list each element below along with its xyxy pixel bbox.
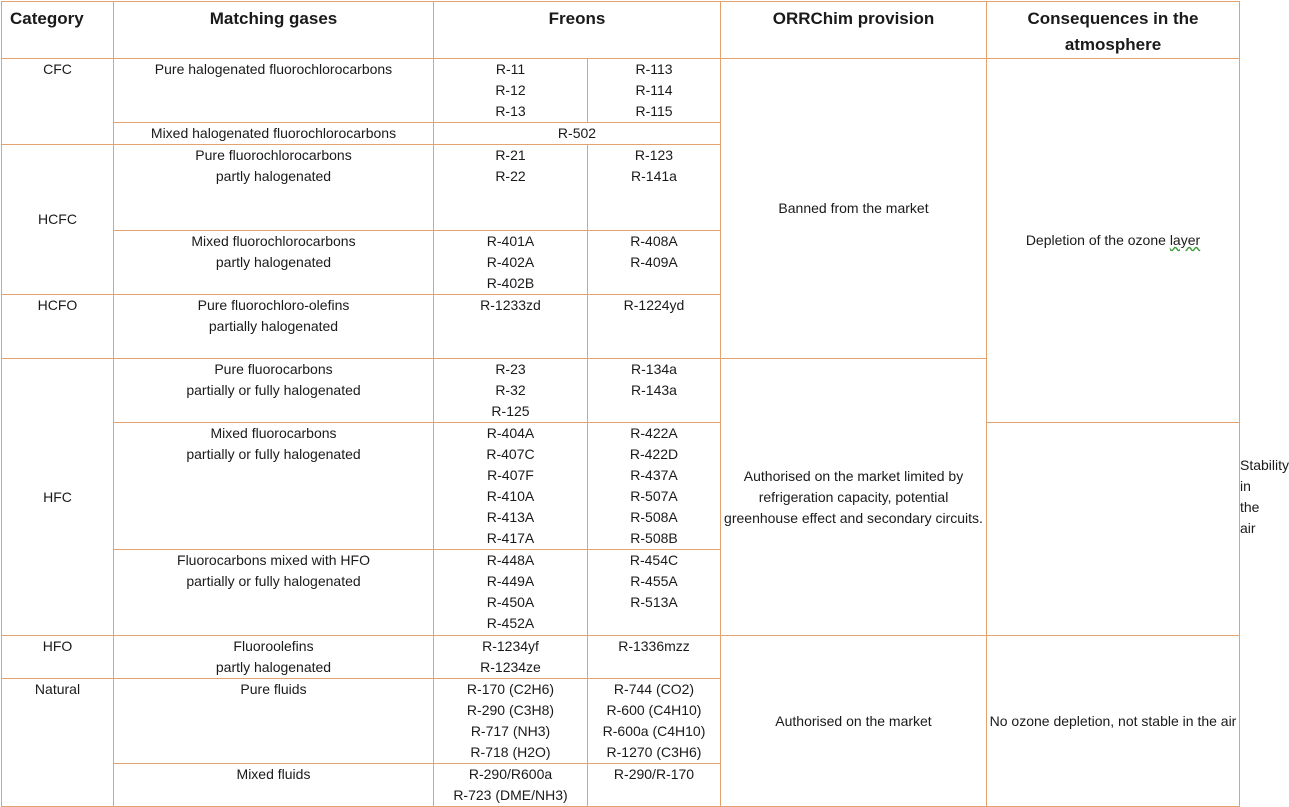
cell-line: R-11 [495, 61, 526, 77]
cell-line: Pure fluorochloro-olefins [197, 297, 350, 313]
cell-line: R-455A [630, 573, 678, 589]
freons-hcfc-mixed-col1 [434, 231, 588, 295]
freons-hfc-mixed-col2 [588, 423, 721, 550]
cell-line: R-401A [486, 233, 535, 249]
cell-line: R-513A [630, 594, 678, 610]
freons-hcfc-mixed-col2 [588, 231, 721, 295]
freons-cfc-pure-col1 [434, 59, 588, 123]
cell-line: R-744 (CO2) [613, 681, 695, 697]
gas-hfc-pure [114, 359, 434, 423]
cell-line: R-409A [630, 254, 678, 270]
cell-line: R-134a [631, 361, 677, 377]
cell-line: R-113 [635, 61, 673, 77]
cell-line: R-143a [631, 382, 677, 398]
cell-line: R-402B [486, 275, 535, 291]
cell-line: R-600 (C4H10) [606, 702, 702, 718]
freons-hfc-hfo-mix-col2 [588, 550, 721, 636]
gas-hcfo [114, 295, 434, 359]
cell-line: R-290 (C3H8) [466, 702, 555, 718]
header-freons: Freons [434, 2, 721, 59]
cell-line: R-402A [486, 254, 535, 270]
header-category: Category [2, 2, 114, 59]
cell-line: partially halogenated [208, 318, 339, 334]
table-row [2, 636, 1240, 679]
gas-hcfc-mixed [114, 231, 434, 295]
cell-line: Mixed fluorocarbons [210, 425, 337, 441]
cell-line: R-717 (NH3) [470, 723, 551, 739]
header-row [2, 2, 1240, 59]
cell-line: R-1233zd [480, 297, 541, 313]
cell-line: R-125 [491, 403, 530, 419]
freons-hcfo-col2 [588, 295, 721, 359]
cell-line: partly halogenated [215, 659, 332, 675]
cell-line: R-1336mzz [618, 638, 690, 654]
cell-line: R-12 [495, 82, 526, 98]
category-natural: Natural [2, 679, 114, 807]
freons-hfo-col1 [434, 636, 588, 679]
cell-line: partially or fully halogenated [186, 382, 361, 398]
freons-cfc-mixed: R-502 [434, 123, 721, 145]
cell-line: R-407F [487, 467, 534, 483]
header-consequences: Consequences in the atmosphere [987, 2, 1240, 59]
freons-hfo-col2 [588, 636, 721, 679]
freons-hfc-pure-col2 [588, 359, 721, 423]
provision-hfc: Authorised on the market limited by refrigeration capacity, potential greenhouse effect and secondary circuits. [721, 359, 987, 636]
cell-line: Pure fluorocarbons [214, 361, 333, 377]
freons-natural-mixed-col1 [434, 764, 588, 807]
freons-cfc-pure-col2 [588, 59, 721, 123]
cell-line: partially or fully halogenated [186, 573, 361, 589]
cell-line: partly halogenated [215, 254, 332, 270]
freon-table [1, 1, 1289, 807]
cell-line: R-123 [634, 147, 674, 163]
provision-banned [721, 59, 987, 359]
freons-natural-mixed-col2 [588, 764, 721, 807]
cell-line: R-413A [486, 509, 535, 525]
freons-hfc-pure-col1 [434, 359, 588, 423]
table-row [2, 423, 1240, 550]
cell-line: R-449A [486, 573, 535, 589]
cell-line: R-114 [635, 82, 673, 98]
cell-line: R-410A [486, 488, 535, 504]
cell-line: R-422A [630, 425, 678, 441]
cell-line: R-21 [495, 147, 526, 163]
cell-line: R-508A [630, 509, 678, 525]
gas-hfo [114, 636, 434, 679]
cell-line: partly halogenated [215, 168, 332, 184]
category-hcfc: HCFC [2, 145, 114, 295]
cell-line: R-448A [486, 552, 535, 568]
cell-line: Fluoroolefins [233, 638, 314, 654]
cell-line: R-115 [635, 103, 673, 119]
cell-line: R-718 (H2O) [470, 744, 551, 760]
cell-line: R-1224yd [623, 297, 685, 313]
cell-line: Pure fluorochlorocarbons [195, 147, 352, 163]
consequence-ozone-underlined: layer [1169, 232, 1201, 248]
table-row [2, 59, 1240, 123]
cell-line: R-404A [486, 425, 535, 441]
cell-line: R-422D [629, 446, 679, 462]
category-hfo: HFO [2, 636, 114, 679]
freons-hfc-hfo-mix-col1 [434, 550, 588, 636]
freons-natural-pure-col1 [434, 679, 588, 764]
provision-authorised: Authorised on the market [721, 636, 987, 807]
gas-hfc-hfo-mix [114, 550, 434, 636]
freons-hcfc-pure-col2 [588, 145, 721, 231]
table-row [2, 550, 1240, 636]
cell-line: R-13 [495, 103, 526, 119]
table-row: HFC Pure fluorocarbons partially or fully halogenated R-23 R-32 R-125 R-134a R-143a Authorised on the market limited by refrigeration capacity, potential greenhouse effect and secondary circuits. Stability in the air [2, 359, 1240, 423]
freons-natural-pure-col2 [588, 679, 721, 764]
header-matching-gases: Matching gases [114, 2, 434, 59]
cell-line: R-723 (DME/NH3) [453, 787, 568, 803]
cell-line: Fluorocarbons mixed with HFO [177, 552, 370, 568]
consequence-ozone-text: Depletion of the ozone [1025, 232, 1170, 248]
cell-line: R-408A [630, 233, 678, 249]
cell-line: R-437A [630, 467, 678, 483]
cell-line: R-600a (C4H10) [602, 723, 706, 739]
cell-line: R-407C [486, 446, 535, 462]
cell-line: R-508B [630, 530, 678, 546]
consequence-ozone [987, 59, 1240, 423]
cell-line: R-22 [495, 168, 526, 184]
cell-line: R-1234ze [480, 659, 541, 675]
category-cfc: CFC [2, 59, 114, 145]
gas-hfc-mixed [114, 423, 434, 550]
gas-hcfc-pure [114, 145, 434, 231]
cell-line: R-454C [629, 552, 679, 568]
cell-line: R-1234yf [482, 638, 539, 654]
cell-line: partially or fully halogenated [186, 446, 361, 462]
provision-banned-text: Banned from the market [778, 200, 929, 216]
cell-line: R-141a [631, 168, 677, 184]
freons-hcfo-col1 [434, 295, 588, 359]
freons-hcfc-pure-col1 [434, 145, 588, 231]
category-hcfo: HCFO [2, 295, 114, 359]
consequence-natural: No ozone depletion, not stable in the air [987, 636, 1240, 807]
freons-hfc-mixed-col1 [434, 423, 588, 550]
cell-line: R-170 (C2H6) [466, 681, 555, 697]
gas-cfc-mixed: Mixed halogenated fluorochlorocarbons [114, 123, 434, 145]
gas-natural-pure: Pure fluids [114, 679, 434, 764]
cell-line: R-32 [495, 382, 526, 398]
header-orrchim-provision: ORRChim provision [721, 2, 987, 59]
cell-line: R-450A [486, 594, 535, 610]
cell-line: R-452A [486, 615, 535, 631]
cell-line: R-290/R600a [468, 766, 553, 782]
cell-line: Mixed fluorochlorocarbons [191, 233, 356, 249]
cell-line: R-1270 (C3H6) [606, 744, 702, 760]
cell-line: R-507A [630, 488, 678, 504]
cell-line: R-23 [495, 361, 526, 377]
gas-cfc-pure: Pure halogenated fluorochlorocarbons [114, 59, 434, 123]
gas-natural-mixed: Mixed fluids [114, 764, 434, 807]
cell-line: R-290/R-170 [613, 766, 695, 782]
cell-line: R-417A [486, 530, 535, 546]
category-hfc: HFC [2, 359, 114, 636]
